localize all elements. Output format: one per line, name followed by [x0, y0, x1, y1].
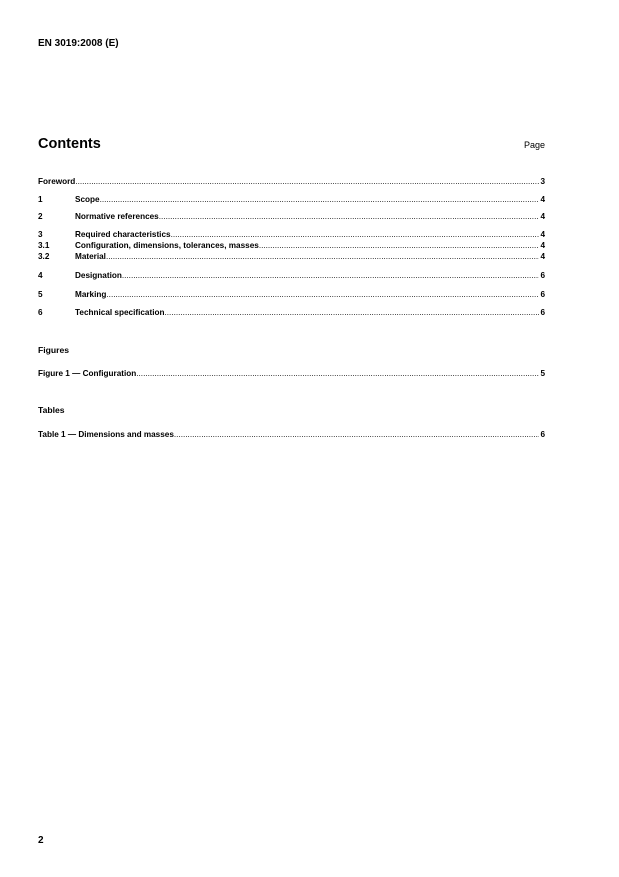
toc-entry-label: Designation — [75, 271, 122, 280]
leader-dots — [75, 177, 539, 187]
leader-dots — [174, 430, 540, 440]
toc-entry-material[interactable] — [38, 251, 545, 262]
toc-entry-page: 4 — [540, 241, 545, 250]
toc-entry-label: Material — [75, 252, 106, 261]
figure-entry-configuration[interactable] — [38, 368, 545, 379]
figures-heading: Figures — [38, 345, 70, 355]
table-entry-page: 6 — [540, 430, 545, 439]
toc-entry-number: 3.1 — [38, 241, 50, 250]
toc-entry-required-characteristics[interactable] — [38, 229, 545, 240]
toc-entry-label: Configuration, dimensions, tolerances, masses — [75, 241, 259, 250]
toc-entry-number: 3 — [38, 230, 43, 239]
toc-entry-marking[interactable] — [38, 289, 545, 300]
leader-dots — [106, 290, 539, 300]
document-id-header: EN 3019:2008 (E) — [38, 38, 119, 49]
table-entry-label: Table 1 — Dimensions and masses — [38, 430, 174, 439]
leader-dots — [171, 230, 540, 240]
toc-entry-page: 4 — [540, 252, 545, 261]
toc-entry-page: 4 — [540, 230, 545, 239]
leader-dots — [159, 212, 540, 222]
toc-entry-page: 3 — [540, 177, 545, 186]
toc-entry-number: 5 — [38, 290, 43, 299]
toc-entry-technical-specification[interactable] — [38, 307, 545, 318]
toc-entry-scope[interactable] — [38, 194, 545, 205]
table-entry-dimensions[interactable] — [38, 429, 545, 440]
toc-entry-label: Scope — [75, 195, 100, 204]
figure-entry-label: Figure 1 — Configuration — [38, 369, 137, 378]
toc-entry-page: 4 — [540, 195, 545, 204]
toc-entry-label: Normative references — [75, 212, 159, 221]
toc-entry-number: 3.2 — [38, 252, 50, 261]
toc-entry-foreword[interactable] — [38, 176, 545, 187]
page-number: 2 — [38, 835, 44, 846]
toc-entry-configuration[interactable] — [38, 240, 545, 251]
toc-entry-number: 6 — [38, 308, 43, 317]
toc-entry-designation[interactable] — [38, 270, 545, 281]
toc-entry-label: Marking — [75, 290, 107, 299]
leader-dots — [164, 308, 539, 318]
toc-entry-number: 1 — [38, 195, 43, 204]
toc-entry-number: 4 — [38, 271, 43, 280]
toc-entry-normative-references[interactable] — [38, 211, 545, 222]
leader-dots — [106, 252, 539, 262]
leader-dots — [100, 195, 540, 205]
leader-dots — [136, 369, 539, 379]
page-column-label: Page — [523, 140, 545, 150]
tables-heading: Tables — [38, 405, 65, 415]
contents-title: Contents — [38, 136, 101, 152]
toc-entry-page: 4 — [540, 212, 545, 221]
toc-entry-label: Required characteristics — [75, 230, 171, 239]
toc-entry-number: 2 — [38, 212, 43, 221]
toc-entry-page: 6 — [540, 308, 545, 317]
leader-dots — [122, 271, 540, 281]
toc-entry-page: 6 — [540, 271, 545, 280]
figure-entry-page: 5 — [540, 369, 545, 378]
toc-entry-page: 6 — [540, 290, 545, 299]
leader-dots — [259, 241, 540, 251]
toc-entry-label: Technical specification — [75, 308, 165, 317]
toc-entry-label: Foreword — [38, 177, 76, 186]
